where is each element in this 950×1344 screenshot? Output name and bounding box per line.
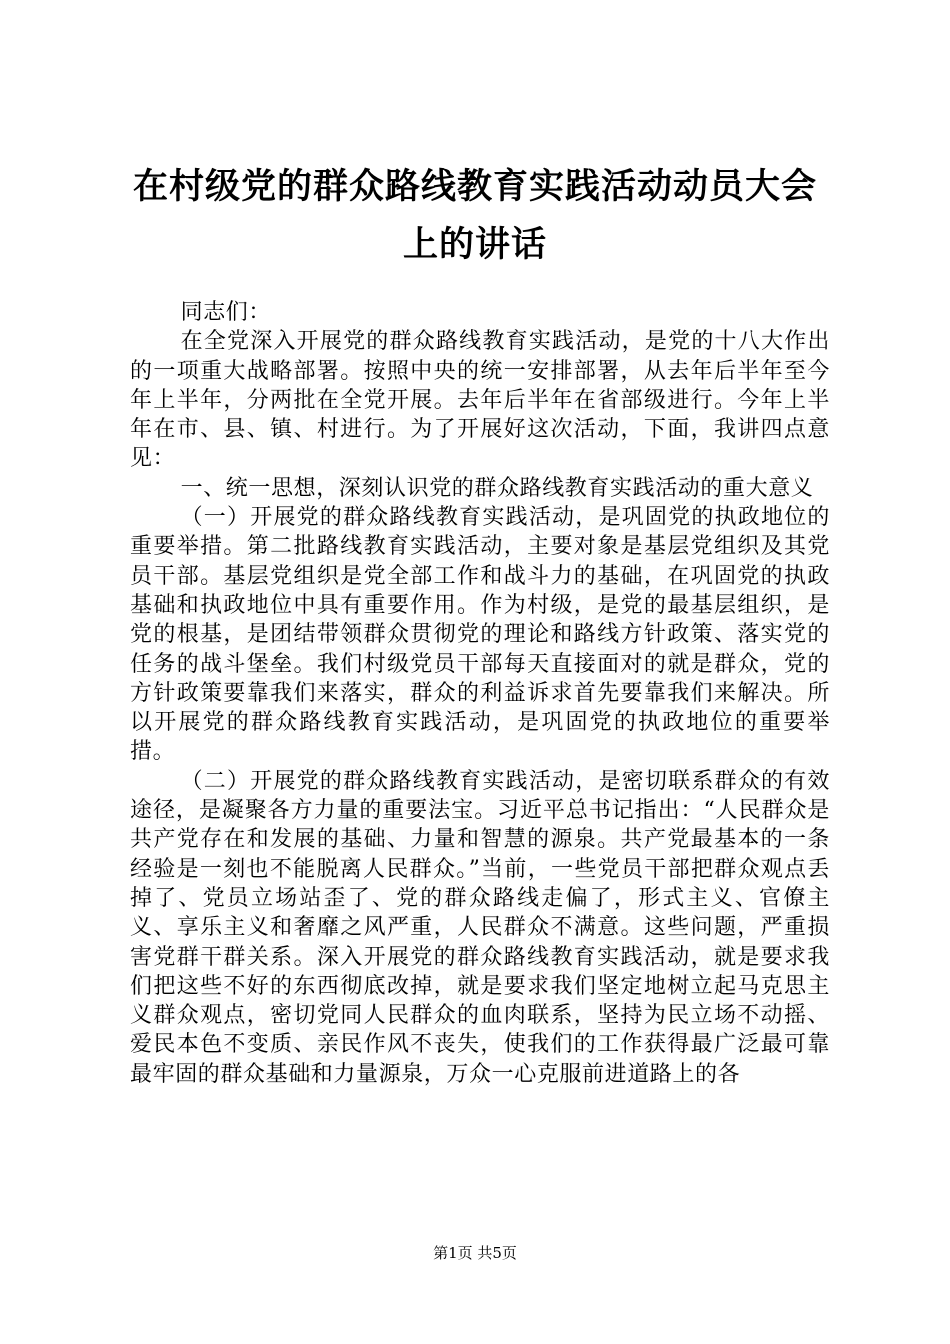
- paragraph-point-1: （一）开展党的群众路线教育实践活动，是巩固党的执政地位的重要举措。第二批路线教育实践活动，主要对象是基层党组织及其党员干部。基层党组织是党全部工作和战斗力的基础，在巩固党的执政基础和执政地位中具有重要作用。作为村级，是党的最基层组织，是党的根基，是团结带领群众贯彻党的理论和路线方针政策、落实党的任务的战斗堡垒。我们村级党员干部每天直接面对的就是群众，党的方针政策要靠我们来落实，群众的利益诉求首先要靠我们来解决。所以开展党的群众路线教育实践活动，是巩固党的执政地位的重要举措。: [130, 505, 830, 765]
- paragraph-point-2: （二）开展党的群众路线教育实践活动，是密切联系群众的有效途径，是凝聚各方力量的重要法宝。习近平总书记指出：“人民群众是共产党存在和发展的基础、力量和智慧的源泉。共产党最基本的一条经验是一刻也不能脱离人民群众。”当前，一些党员干部把群众观点丢掉了、党员立场站歪了、党的群众路线走偏了，形式主义、官僚主义、享乐主义和奢靡之风严重，人民群众不满意。这些问题，严重损害党群干群关系。深入开展党的群众路线教育实践活动，就是要求我们把这些不好的东西彻底改掉，就是要求我们坚定地树立起马克思主义群众观点，密切党同人民群众的血肉联系，坚持为民立场不动摇、爱民本色不变质、亲民作风不丧失，使我们的工作获得最广泛最可靠最牢固的群众基础和力量源泉，万众一心克服前进道路上的各: [130, 768, 830, 1087]
- document-title: 在村级党的群众路线教育实践活动动员大会上的讲话: [132, 167, 817, 265]
- salutation: 同志们：: [180, 300, 271, 325]
- document-body: [130, 298, 830, 1089]
- page-number: 第1页 共5页: [433, 1244, 517, 1262]
- paragraph-intro: 在全党深入开展党的群众路线教育实践活动，是党的十八大作出的一项重大战略部署。按照中央的统一安排部署，从去年后半年至今年上半年，分两批在全党开展。去年后半年在省部级进行。今年上半年在市、县、镇、村进行。为了开展好这次活动，下面，我讲四点意见：: [130, 329, 830, 472]
- page-footer: [0, 1243, 950, 1263]
- section-heading-1: 一、统一思想，深刻认识党的群众路线教育实践活动的重大意义: [180, 475, 814, 501]
